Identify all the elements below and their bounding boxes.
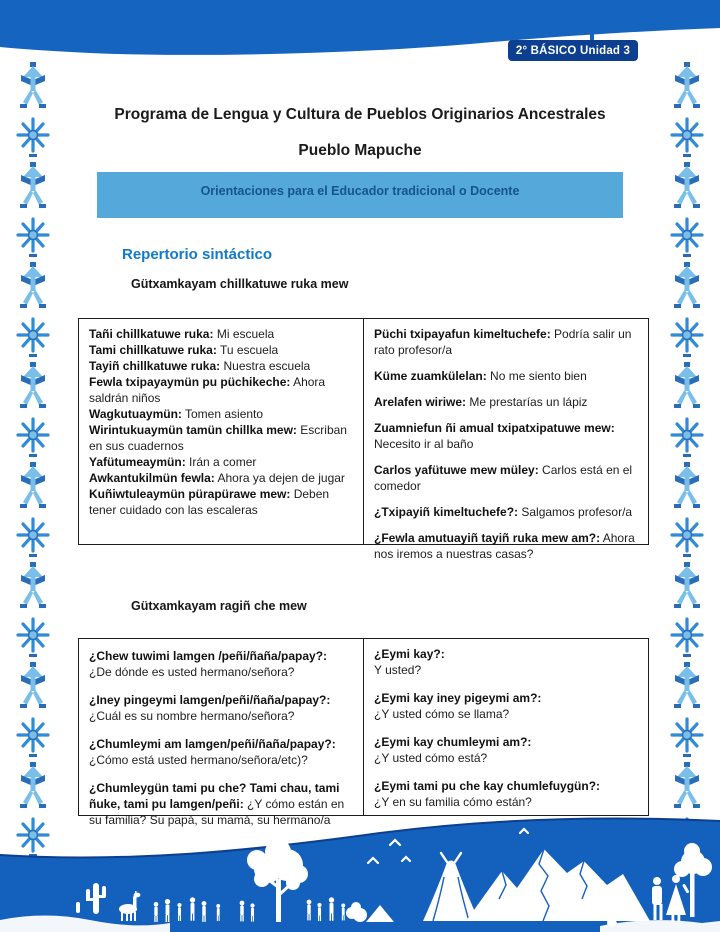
- mapuche-term: Carlos yafütuwe mew müley:: [374, 463, 539, 477]
- spanish-translation: ¿De dónde es usted hermano/señora?: [89, 665, 295, 679]
- mapuche-term: Tami chillkatuwe ruka:: [89, 343, 217, 357]
- phrase-entry: [374, 504, 638, 520]
- phrase-entry: [89, 326, 353, 342]
- spanish-translation: Tomen asiento: [181, 407, 264, 421]
- phrase-entry: [374, 734, 638, 766]
- spanish-translation: Nuestra escuela: [220, 359, 311, 373]
- spanish-translation: ¿Cómo está usted hermano/señora/etc)?: [89, 753, 308, 767]
- spanish-translation: ¿Y usted cómo está?: [374, 751, 488, 765]
- phrase-entry: [89, 648, 353, 680]
- phrase-entry: [374, 394, 638, 410]
- mapuche-border-left-icon: [15, 60, 51, 860]
- spanish-translation: Deben tener cuidado con las escaleras: [89, 487, 330, 517]
- phrase-entry: [89, 454, 353, 470]
- mapuche-term: Tayiñ chillkatuwe ruka:: [89, 359, 221, 373]
- spanish-translation: Me prestarías un lápiz: [466, 395, 588, 409]
- phrase-entry: [89, 736, 353, 768]
- mapuche-term: Zuamniefun ñi amual txipatxipatuwe mew:: [374, 421, 615, 435]
- subtitle-chillkatuwe: Gütxamkayam chillkatuwe ruka mew: [131, 277, 349, 291]
- mapuche-term: ¿Chew tuwimi lamgen /peñi/ñaña/papay?:: [89, 649, 328, 663]
- phrase-table-school: [78, 318, 649, 561]
- mapuche-term: ¿Chumleygün tami pu che? Tami chau, tami ñuke, tami pu lamgen/peñi:: [89, 781, 340, 811]
- mapuche-term: ¿Fewla amutuayiñ tayiñ ruka mew am?:: [374, 531, 601, 545]
- page-subtitle-pueblo: Pueblo Mapuche: [298, 142, 422, 159]
- phrase-entry: [374, 368, 638, 384]
- orientation-banner: [97, 172, 623, 218]
- phrase-entry: [374, 326, 638, 358]
- mapuche-term: ¿Iney pingeymi lamgen/peñi/ñaña/papay?:: [89, 693, 331, 707]
- mapuche-border-right-icon: [669, 60, 705, 860]
- mapuche-term: Tañi chillkatuwe ruka:: [89, 327, 214, 341]
- mapuche-term: Püchi txipayafun kimeltuchefe:: [374, 327, 551, 341]
- unit-badge-label: 2° BÁSICO Unidad 3: [515, 44, 631, 57]
- spanish-translation: Ahora nos iremos a nuestras casas?: [374, 531, 635, 561]
- spanish-translation: Escriban en sus cuadernos: [89, 423, 347, 453]
- phrase-entry: [89, 374, 353, 406]
- phrase-entry: [89, 342, 353, 358]
- phrase-entry: [374, 420, 638, 452]
- phrase-entry: [89, 406, 353, 422]
- mapuche-term: Kuñiwtuleaymün pürapürawe mew:: [89, 487, 291, 501]
- mapuche-term: Wirintukuaymün tamün chillka mew:: [89, 423, 297, 437]
- spanish-translation: Mi escuela: [213, 327, 275, 341]
- mapuche-term: Arelafen wiriwe:: [374, 395, 467, 409]
- spanish-translation: ¿Y usted cómo se llama?: [374, 707, 510, 721]
- subtitle-ragin-che: Gütxamkayam ragiñ che mew: [131, 599, 307, 613]
- spanish-translation: Y usted?: [374, 663, 422, 677]
- section-heading: Repertorio sintáctico: [122, 246, 273, 263]
- spanish-translation: ¿Y en su familia cómo están?: [374, 795, 532, 809]
- spanish-translation: Podría salir un rato profesor/a: [374, 327, 632, 357]
- orientation-banner-label: Orientaciones para el Educador tradicional o Docente: [200, 184, 520, 198]
- mapuche-term: ¿Eymi tami pu che kay chumlefuygün?:: [374, 779, 601, 793]
- mapuche-term: Yafütumeaymün:: [89, 455, 186, 469]
- phrase-entry: [374, 690, 638, 722]
- mapuche-term: ¿Txipayiñ kimeltuchefe?:: [374, 505, 519, 519]
- footer-landscape-illustration: [0, 817, 720, 932]
- mapuche-term: ¿Eymi kay?:: [374, 647, 445, 661]
- phrase-entry: [374, 778, 638, 810]
- unit-badge: [508, 40, 638, 61]
- phrase-entry: [89, 358, 353, 374]
- table2-left-column: [79, 639, 363, 827]
- spanish-translation: Irán a comer: [185, 455, 257, 469]
- spanish-translation: No me siento bien: [486, 369, 587, 383]
- phrase-entry: [89, 692, 353, 724]
- spanish-translation: Ahora ya dejen de jugar: [214, 471, 345, 485]
- spanish-translation: Ahora saldrán niños: [89, 375, 326, 405]
- table1-left-column: [79, 319, 363, 544]
- spanish-translation: Carlos está en el comedor: [374, 463, 633, 493]
- spanish-translation: Necesito ir al baño: [374, 437, 474, 451]
- phrase-entry: [374, 462, 638, 494]
- phrase-table-greetings: [78, 638, 649, 827]
- mapuche-term: ¿Eymi kay iney pigeymi am?:: [374, 691, 542, 705]
- phrase-entry: [89, 422, 353, 454]
- phrase-entry: [374, 530, 638, 562]
- mapuche-term: Fewla txipayaymün pu püchikeche:: [89, 375, 291, 389]
- phrase-entry: [374, 646, 638, 678]
- mapuche-term: Awkantukilmün fewla:: [89, 471, 215, 485]
- spanish-translation: Salgamos profesor/a: [518, 505, 633, 519]
- spanish-translation: ¿Y cómo están en su familia? Su papá, su mamá, su hermano/a: [89, 797, 345, 827]
- mapuche-term: Wagkutuaymün:: [89, 407, 182, 421]
- phrase-entry: [89, 486, 353, 518]
- table1-right-column: [363, 319, 648, 561]
- mapuche-term: ¿Chumleymi am lamgen/peñi/ñaña/papay?:: [89, 737, 336, 751]
- mapuche-term: ¿Eymi kay chumleymi am?:: [374, 735, 532, 749]
- page-title: Programa de Lengua y Cultura de Pueblos Originarios Ancestrales: [114, 106, 606, 123]
- phrase-entry: [89, 470, 353, 486]
- mapuche-term: Küme zuamkülelan:: [374, 369, 487, 383]
- spanish-translation: ¿Cuál es su nombre hermano/señora?: [89, 709, 295, 723]
- table2-right-column: [363, 639, 648, 815]
- spanish-translation: Tu escuela: [216, 343, 279, 357]
